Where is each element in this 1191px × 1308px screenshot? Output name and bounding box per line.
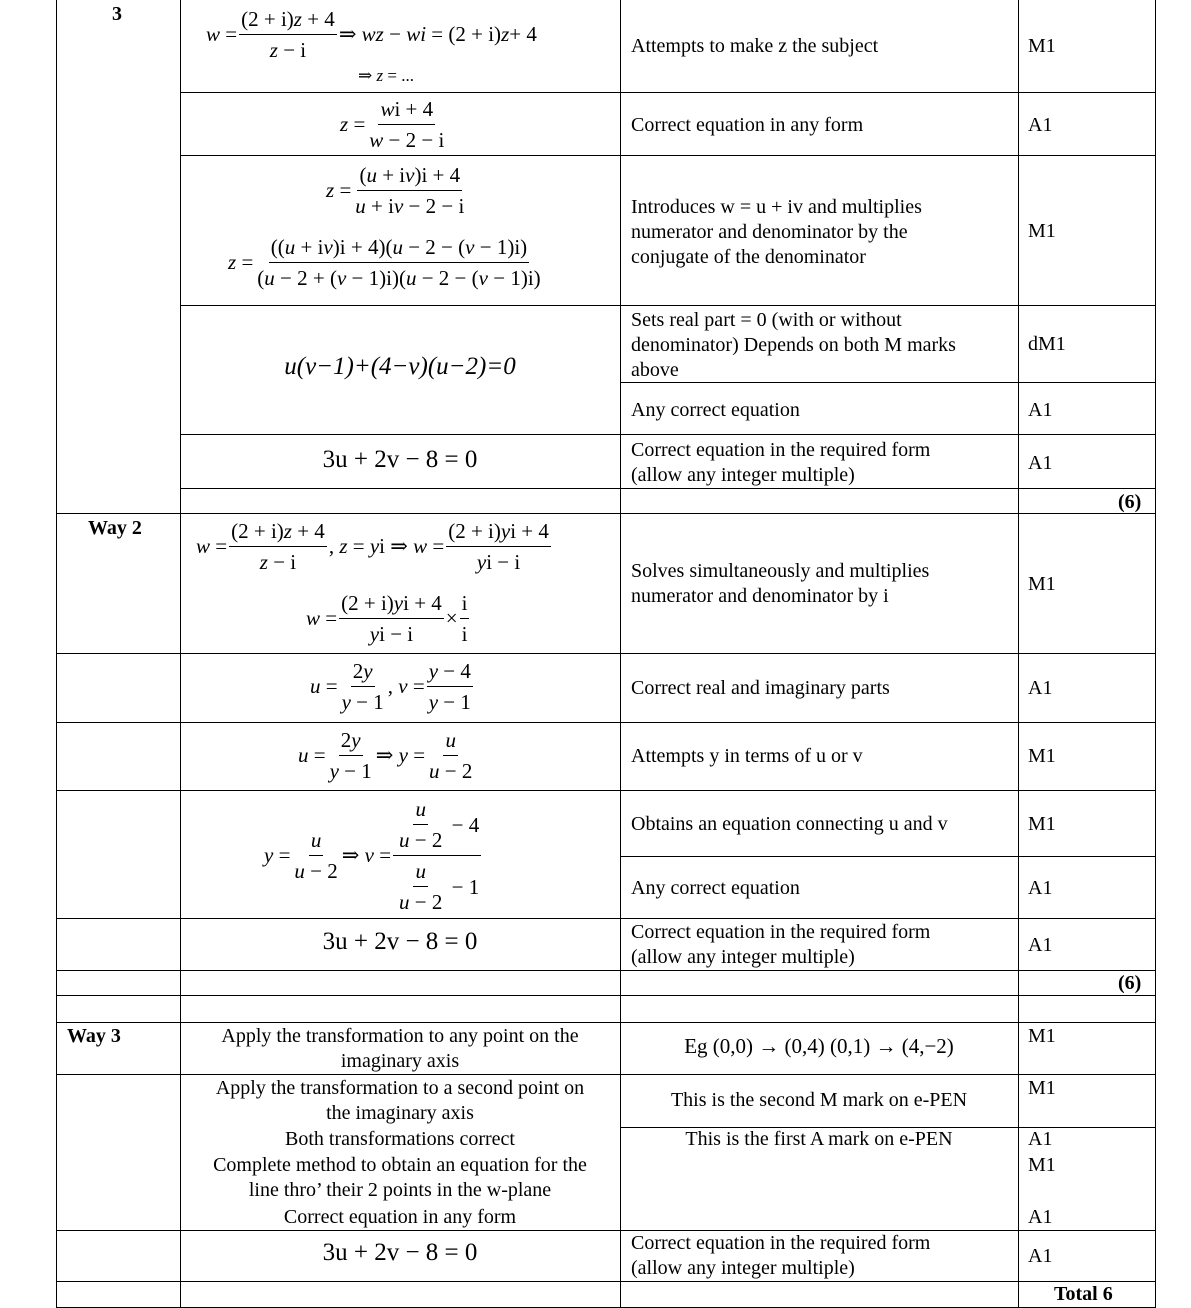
way3-mark-3: A1 [1028,1128,1053,1150]
way3-note-3: This is the first A mark on e-PEN [685,1128,953,1150]
way2-note-3: Attempts y in terms of u or v [631,745,863,767]
way2-working-step3: u = $\frac{2y}{y - 1}$ ⇒ y = $\frac{u}{u - 2}$ [298,725,476,786]
way1-mark-2: A1 [1028,114,1053,136]
way2-note-4b: Any correct equation [631,877,800,899]
way3-mark-2: M1 [1028,1077,1056,1099]
way2-note-4a: Obtains an equation connecting u and v [631,813,948,835]
way2-mark-5: A1 [1028,934,1053,956]
way3-final-equation: 3u + 2v − 8 = 0 [322,1239,478,1266]
way1-mark-3: M1 [1028,220,1056,242]
way3-total: Total 6 [1054,1283,1113,1305]
way2-mark-1: M1 [1028,573,1056,595]
way3-mark-4: M1 [1028,1154,1056,1176]
way3-mark-6: A1 [1028,1245,1053,1267]
way2-mark-4a: M1 [1028,813,1056,835]
way1-mark-6: A1 [1028,452,1053,474]
way3-note-2: This is the second M mark on e-PEN [670,1089,968,1111]
way3-mark-5: A1 [1028,1206,1053,1228]
way3-method-3: Both transformations correct [285,1128,515,1150]
way1-total: (6) [1118,491,1142,513]
way1-final-equation: 3u + 2v − 8 = 0 [322,446,478,473]
way3-label: Way 3 [67,1025,121,1047]
way1-mark-4: dM1 [1028,333,1066,355]
way3-method-5: Correct equation in any form [283,1206,517,1228]
way1-working-step4: u(v−1)+(4−v)(u−2)=0 [284,353,516,380]
way1-mark-1: M1 [1028,35,1056,57]
way1-note-5: Any correct equation [631,399,800,421]
way2-final-equation: 3u + 2v − 8 = 0 [322,928,478,955]
way1-note-1: Attempts to make z the subject [631,35,879,57]
way2-mark-2: A1 [1028,677,1053,699]
way1-working-step2: z = $\frac{wi + 4}{w - 2 - i}$ [340,94,448,155]
way1-note-2: Correct equation in any form [631,114,864,136]
way2-label: Way 2 [88,517,142,539]
question-number: 3 [112,3,122,25]
way2-note-2: Correct real and imaginary parts [631,677,890,699]
way2-working-step2: u = $\frac{2y}{y - 1}$ , v = $\frac{y - 4}{y - 1}$ [310,656,475,717]
way2-total: (6) [1118,972,1142,994]
way2-working-step4: y = $\frac{u}{u - 2}$ ⇒ v = $\frac{u}{u - 2}$ − 4 $\frac{u}{u - 2}$ − 1 [264,794,483,917]
way3-mark-1: M1 [1028,1025,1056,1047]
way2-mark-3: M1 [1028,745,1056,767]
way1-mark-5: A1 [1028,399,1053,421]
mark-scheme-table: 3 w = $\frac{(2 + i)z + 4}{z - i}$ ⇒ wz − wi = (2 + i) z + 4 ⇒ z = ... Attempts to make z the subject M1 z = $\frac{wi + 4}{w - 2 - i}$ Correct equation in any form A1 z = $\frac{(u + iv)i + 4}{u + iv - 2 - i}$ z = $\frac{((u + iv)i + 4)(u - 2 - (v - 1)i)}{(u - 2 + (v - 1)i)(u - 2 - (v - 1)i)}$ Introduces w = u + iv and multiplies numerator and denominator by the conjugate of the denominator M1 u(v−1)+(4−v)(u−2)=0 Sets real part = 0 (with or without denominator) Depends on both M marks above dM1 Any correct equation A1 3u + 2v − 8 = 0 Correct equation in the required form (allow any integer multiple) A1 (6) Way 2 w = $\frac{(2 + i)z + 4}{z - i}$ , z = y i ⇒ w = $\frac{(2 + i)yi + 4}{yi - i}$ w = $\frac{(2 + i)yi + 4}{yi - i}$ × $\frac{i}{i}$ Solves simultaneously and multiplies numerator and denominator by i M1 u = $\frac{2y}{y - 1}$ , v = $\frac{y - 4}{y - 1}$ Correct real and imaginary parts A1 u = $\frac{2y}{y - 1}$ ⇒ y = $\frac{u}{u - 2}$ Attempts y in terms of u or v M1 y = $\frac{u}{u - 2}$ ⇒ v = $\frac{u}{u - 2}$ − 4 $\frac{u}{u - 2}$ − 1 Obtains an equation connecting u and v M1 Any correct equation A1 3u + 2v − 8 = 0 Correct equation in the required form (allow any integer multiple) A1 (6) Way 3 Apply the transformation to any point on the imaginary axis Eg (0,0) → (0,4) (0,1) → (4,−2) M1 Apply the transformation to a second point on the imaginary axis This is the second M mark on e-PEN M1 Both transformations correct This is the first A mark on e-PEN A1 Complete method to obtain an equation for the line thro’ their 2 points in the w-plane M1 Correct equation in any form A1 3u + 2v − 8 = 0 Correct equation in the required form (allow any integer multiple) A1 Total 6 [0,0,1191,1308]
way3-note-1: Eg (0,0) → (0,4) (0,1) → (4,−2) [684,1034,954,1058]
way2-mark-4b: A1 [1028,877,1053,899]
